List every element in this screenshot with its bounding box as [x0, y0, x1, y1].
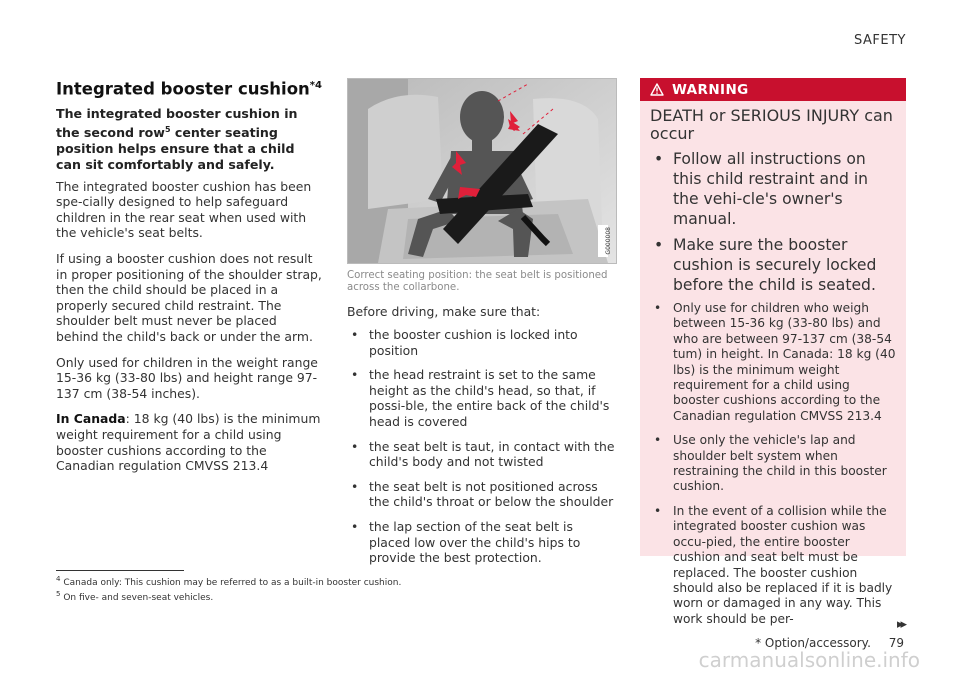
checklist-item: • the lap section of the seat belt is placed low over the child's hips to provide the best protection. — [347, 519, 615, 566]
column-2 — [347, 78, 615, 575]
warning-header — [640, 78, 906, 101]
booster-cushion-illustration — [347, 78, 617, 264]
footnote-4: $^4$ Canada only: This cushion may be referred to as a built-in booster cushion. — [56, 575, 402, 588]
checklist — [347, 327, 615, 566]
paragraph-2: If using a booster cushion does not result in proper positioning of the shoulder strap, then the child should be placed in a properly secured child restraint. The shoulder belt must never be placed behind the child's back or under the arm. — [56, 251, 322, 345]
lead-footnote-ref: 5 — [164, 124, 171, 134]
watermark: carmanualsonline.info — [698, 648, 920, 672]
section-title: SAFETY — [854, 33, 906, 48]
crash-test-dummy-seat-image — [348, 79, 616, 263]
checklist-item: • the booster cushion is locked into position — [347, 327, 615, 358]
warning-lead: DEATH or SERIOUS INJURY can occur — [650, 106, 893, 143]
warning-primary-item: • Make sure the booster cushion is securely locked before the child is seated. — [650, 235, 896, 295]
column-3 — [640, 78, 906, 626]
paragraph-3: Only used for children in the weight range 15-36 kg (33-80 lbs) and height range 97-137 cm (38-54 inches). — [56, 354, 318, 401]
warning-triangle-icon — [650, 83, 664, 96]
warning-secondary-item: • Only use for children who weigh between 15-36 kg (33-80 lbs) and who are between 97-137 cm (38-54 tum) in height. In Canada: 18 kg (40 lbs) is the minimum weight requirement for a child using booster cushions according to the Canadian regulation CMVSS 213.4 — [650, 301, 896, 424]
checklist-item: • the seat belt is taut, in contact with the child's body and not twisted — [347, 439, 615, 470]
column-1 — [56, 76, 322, 484]
lead-paragraph: The integrated booster cushion in the second row$^5$ center seating position helps ensure that a child can sit comfortably and safely. — [56, 105, 298, 172]
warning-primary-list — [650, 149, 896, 295]
page-title: Integrated booster cushion$^{*4}$ — [56, 79, 322, 99]
checklist-item: • the seat belt is not positioned across the child's throat or below the shoulder — [347, 479, 615, 510]
footnotes — [56, 574, 401, 604]
page-number: 79 — [888, 636, 904, 650]
warning-primary-item: • Follow all instructions on this child restraint and in the vehi-cle's owner's manual. — [650, 149, 896, 229]
next-page-arrow-icon[interactable]: ▸▸ — [896, 617, 904, 632]
paragraph-4: In Canada: 18 kg (40 lbs) is the minimum weight requirement for a child using booster cushions according to the Canadian regulation CMVSS 213.4 — [56, 411, 321, 474]
warning-secondary-item: • In the event of a collision while the integrated booster cushion was occu-pied, the entire booster cushion and seat belt must be replaced. The booster cushion should also be replaced if it is badly worn or damaged in any way. This work should be per- — [650, 504, 896, 627]
footnote-divider — [56, 570, 184, 571]
footnote-5: $^5$ On five- and seven-seat vehicles. — [56, 590, 214, 603]
image-code: G000008 — [605, 227, 612, 255]
checklist-intro: Before driving, make sure that: — [347, 304, 541, 319]
checklist-item: • the head restraint is set to the same height as the child's head, so that, if possi-ble, the entire back of the child's head is covered — [347, 367, 615, 429]
warning-body — [640, 101, 906, 627]
warning-secondary-item: • Use only the vehicle's lap and shoulder belt system when restraining the child in this booster cushion. — [650, 433, 896, 495]
image-caption: Correct seating position: the seat belt is positioned across the collarbone. — [347, 270, 608, 293]
title-footnote-ref: *4 — [309, 80, 322, 91]
option-accessory-note: * Option/accessory. — [755, 636, 871, 650]
canada-label: In Canada — [56, 411, 126, 427]
paragraph-1: The integrated booster cushion has been spe-cially designed to help safeguard children in the rear seat when used with the vehicle's seat belts. — [56, 178, 312, 241]
warning-box — [640, 78, 906, 626]
warning-label: WARNING — [672, 81, 749, 98]
warning-secondary-list — [650, 301, 896, 627]
